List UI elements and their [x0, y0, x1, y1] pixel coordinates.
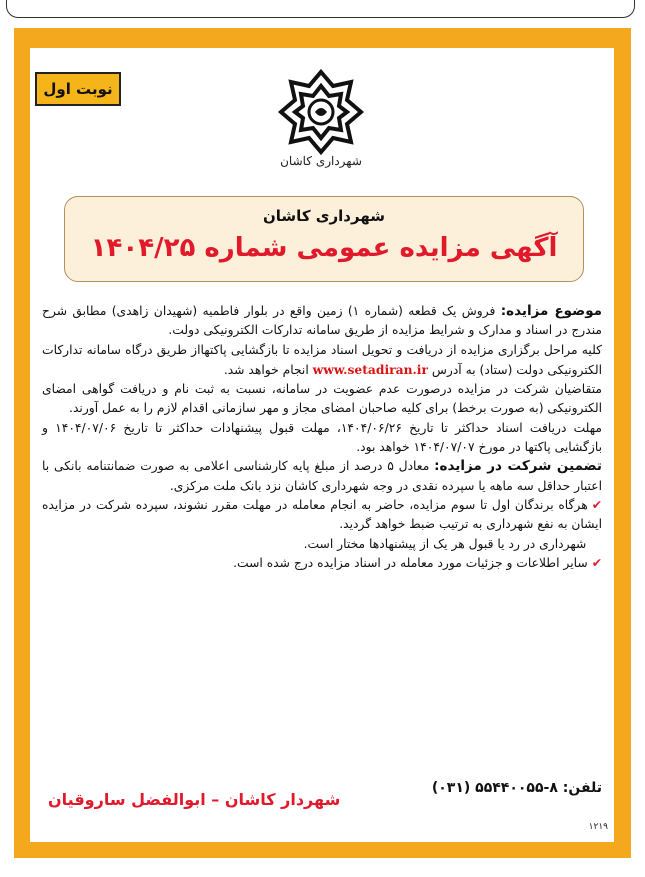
guarantee-text: معادل ۵ درصد از مبلغ پایه کارشناسی اعلامی به صورت ضمانتنامه بانکی با اعتبار حداقل سه ماهه یا سپرده نقدی در وجه شهرداری کاشان نزد بانک ملت مرکزی.: [42, 459, 602, 493]
stages-text: کلیه مراحل برگزاری مزایده از دریافت و تحویل اسناد مزایده تا بازگشایی پاکتهااز طریق درگاه سامانه تدارکات الکترونیکی دولت (ستاد) به آدرس: [42, 342, 602, 377]
bullet-item: [42, 496, 602, 535]
footer-row: [42, 780, 602, 809]
subject-label: موضوع مزایده:: [500, 303, 603, 319]
guarantee-paragraph: [42, 457, 602, 496]
logo-caption: شهرداری کاشان: [280, 154, 362, 168]
applicants-paragraph: متقاضیان شرکت در مزایده درصورت عدم عضویت در سامانه، نسبت به ثبت نام و دریافت گواهی امضای الکترونیکی (به صورت برخط) برای کلیه صاحبان امضای مجاز و مهر سازمانی اقدام لازم را به عمل آورند.: [42, 382, 602, 416]
mayor-signature: شهردار کاشان – ابوالفضل سارو‌قیان: [48, 790, 341, 809]
guarantee-label: تضمین شرکت در مزایده:: [434, 458, 603, 475]
bullet-text: هرگاه برندگان اول تا سوم مزایده، حاضر به انجام معامله در مهلت مقرر نشوند، سپرده شرکت در مزایده ایشان به نفع شهرداری به ترتیب ضبط خواهد گردید.: [42, 497, 602, 532]
subject-paragraph: [42, 302, 602, 341]
check-mark-icon: ✔: [591, 497, 602, 512]
bullet-item: [42, 554, 602, 573]
first-publication-badge: نوبت اول: [35, 72, 121, 106]
rights-text: شهرداری در رد یا قبول هر یک از پیشنهادها مختار است.: [303, 536, 587, 551]
notice-panel: [30, 48, 614, 842]
notice-body: [42, 302, 602, 573]
bullet-text: سایر اطلاعات و جزئیات مورد معامله در اسناد مزایده درج شده است.: [233, 555, 588, 570]
reference-number: ۱۲۱۹: [588, 822, 608, 832]
title-box: [64, 196, 584, 282]
auction-title: آگهی مزایده عمومی شماره ۱۴۰۴/۲۵: [90, 233, 558, 263]
website-link[interactable]: www.setadiran.ir: [312, 361, 428, 377]
emblem-logo: [275, 66, 367, 158]
stages-paragraph: [42, 341, 602, 381]
rights-paragraph: [42, 535, 602, 554]
top-frame: [6, 0, 635, 18]
municipality-name: شهرداری کاشان: [263, 207, 385, 225]
deadline-paragraph: مهلت دریافت اسناد حداکثر تا تاریخ ۱۴۰۴/۰۶/۲۶، مهلت قبول پیشنهادات حداکثر تا تاریخ ۱۴۰۴/۰۷/۰۶ و بازگشایی پاکتها در مورخ ۱۴۰۴/۰۷/۰۷ خواهد بود.: [42, 420, 602, 455]
stages-end: انجام خواهد شد.: [223, 362, 313, 377]
subject-text: فروش یک قطعه (شماره ۱) زمین واقع در بلوار فاطمیه (شهیدان زاهدی) مطابق شرح مندرج در اسناد و مدارک و شرایط مزایده از طریق سامانه تدارکات الکترونیکی دولت.: [42, 304, 602, 338]
phone-number: تلفن: ۸-۵۵۴۴۰۰۵۵ (۰۳۱): [431, 780, 602, 796]
check-mark-icon: ✔: [591, 555, 602, 570]
